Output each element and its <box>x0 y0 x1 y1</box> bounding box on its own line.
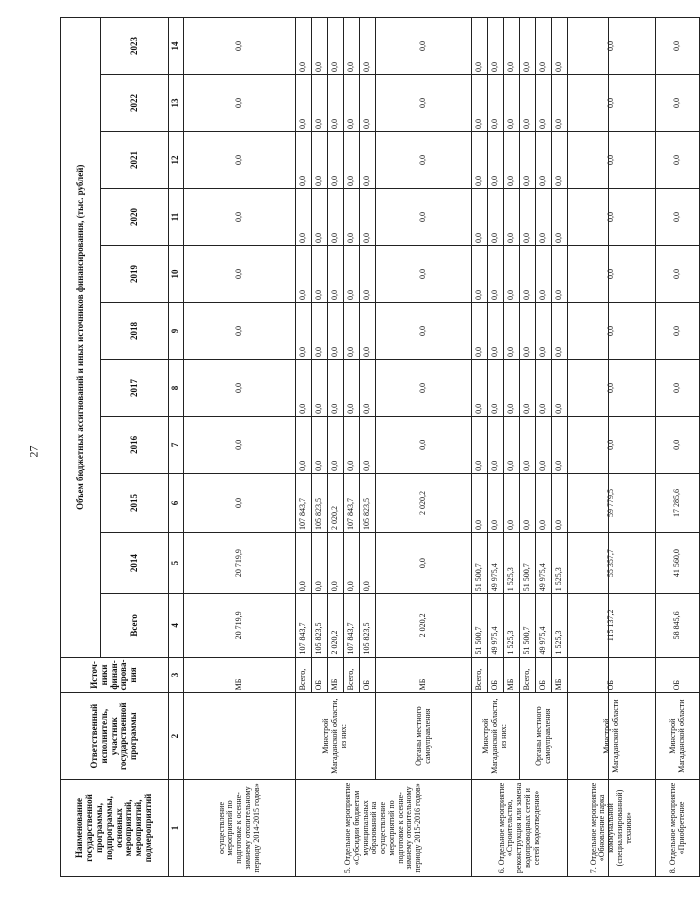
row-responsible <box>184 693 296 780</box>
row-value: 0,0 <box>184 473 296 532</box>
row-value: 0,0 <box>376 533 472 594</box>
row-value: 0,0 <box>504 302 520 359</box>
row-value: 0,0 <box>488 416 504 473</box>
page-number: 27 <box>26 445 41 458</box>
row-value: 0,0 <box>472 132 488 189</box>
table-bottom-rule <box>608 17 612 877</box>
row-value: 20 719,9 <box>184 533 296 594</box>
row-name: 5. Отдельное мероприятие «Субсидии бюджетам муниципальных образований на осуществление мероприятий по подготовке к осенне-зимнему отопительному периоду 2015-2016 годов» <box>296 779 472 876</box>
row-value: 0,0 <box>656 245 700 302</box>
row-value: 0,0 <box>472 473 488 532</box>
row-value: 0,0 <box>656 416 700 473</box>
row-value: 51 500,7 <box>520 594 536 657</box>
row-value: 2 020,2 <box>376 594 472 657</box>
row-value: 0,0 <box>552 132 568 189</box>
header-year: Всего <box>101 594 169 657</box>
row-value: 0,0 <box>504 245 520 302</box>
row-value: 0,0 <box>344 132 360 189</box>
header-year: 2015 <box>101 473 169 532</box>
row-value: 0,0 <box>296 245 312 302</box>
column-number: 13 <box>169 75 184 132</box>
row-value: 0,0 <box>328 18 344 75</box>
row-source: Всего, <box>296 657 312 693</box>
row-value: 0,0 <box>296 132 312 189</box>
table-row <box>520 18 536 877</box>
row-value: 0,0 <box>504 188 520 245</box>
row-source: ОБ <box>360 657 376 693</box>
row-value: 0,0 <box>344 245 360 302</box>
row-value: 0,0 <box>520 302 536 359</box>
table-row <box>472 18 488 877</box>
row-value: 0,0 <box>552 245 568 302</box>
table-row <box>296 18 312 877</box>
row-value: 0,0 <box>184 188 296 245</box>
row-value: 0,0 <box>552 18 568 75</box>
row-value: 0,0 <box>344 302 360 359</box>
row-value: 0,0 <box>472 75 488 132</box>
row-value: 0,0 <box>328 188 344 245</box>
row-value: 0,0 <box>328 533 344 594</box>
row-value: 0,0 <box>472 359 488 416</box>
header-year: 2021 <box>101 132 169 189</box>
row-value: 0,0 <box>376 302 472 359</box>
row-value: 0,0 <box>344 359 360 416</box>
row-value: 0,0 <box>472 302 488 359</box>
column-number: 9 <box>169 302 184 359</box>
row-value: 0,0 <box>568 302 656 359</box>
column-number: 3 <box>169 657 184 693</box>
row-value: 0,0 <box>520 416 536 473</box>
row-name: 7. Отдельное мероприятие «Обновление парка коммунальной (специализированной) техники» <box>568 779 656 876</box>
header-funding: Объем бюджетных ассигнований и иных источников финансирования, (тыс. рублей) <box>61 18 101 658</box>
row-value: 0,0 <box>184 302 296 359</box>
row-value: 0,0 <box>488 75 504 132</box>
row-value: 0,0 <box>360 188 376 245</box>
row-value: 0,0 <box>376 75 472 132</box>
row-value: 0,0 <box>536 188 552 245</box>
row-responsible: Минстрой Магаданской области <box>568 693 656 780</box>
column-number: 12 <box>169 132 184 189</box>
column-number: 10 <box>169 245 184 302</box>
row-value: 105 823,5 <box>312 473 328 532</box>
row-value: 0,0 <box>296 18 312 75</box>
funding-table <box>60 17 700 877</box>
row-value: 0,0 <box>360 416 376 473</box>
row-value: 0,0 <box>312 245 328 302</box>
row-value: 0,0 <box>184 359 296 416</box>
table-row <box>376 18 472 877</box>
row-value: 0,0 <box>536 75 552 132</box>
row-value: 0,0 <box>296 416 312 473</box>
row-value: 0,0 <box>376 416 472 473</box>
row-value: 0,0 <box>312 75 328 132</box>
row-value: 0,0 <box>376 188 472 245</box>
row-value: 1 525,3 <box>552 594 568 657</box>
row-value: 0,0 <box>504 473 520 532</box>
row-value: 0,0 <box>360 533 376 594</box>
row-value: 0,0 <box>472 188 488 245</box>
row-value: 0,0 <box>312 18 328 75</box>
row-responsible: Минстрой Магаданской области <box>656 693 700 780</box>
row-value: 0,0 <box>520 18 536 75</box>
table-row <box>656 18 700 877</box>
row-value: 0,0 <box>328 359 344 416</box>
row-value: 0,0 <box>552 188 568 245</box>
header-year: 2018 <box>101 302 169 359</box>
row-value: 0,0 <box>184 18 296 75</box>
column-number: 8 <box>169 359 184 416</box>
row-value: 0,0 <box>344 416 360 473</box>
column-number: 11 <box>169 188 184 245</box>
row-value: 0,0 <box>344 533 360 594</box>
row-value: 0,0 <box>656 18 700 75</box>
row-source: МБ <box>328 657 344 693</box>
row-source: ОБ <box>568 657 656 693</box>
row-source: МБ <box>552 657 568 693</box>
header-year: 2014 <box>101 533 169 594</box>
row-value: 58 845,6 <box>656 594 700 657</box>
row-value: 0,0 <box>520 132 536 189</box>
row-value: 0,0 <box>344 188 360 245</box>
row-value: 0,0 <box>504 18 520 75</box>
row-value: 0,0 <box>504 416 520 473</box>
row-responsible: Минстрой Магаданской области, из них: <box>296 693 376 780</box>
row-value: 0,0 <box>568 75 656 132</box>
row-value: 1 525,3 <box>504 594 520 657</box>
row-value: 0,0 <box>656 359 700 416</box>
row-responsible: Минстрой Магаданской области, из них: <box>472 693 520 780</box>
row-value: 0,0 <box>312 359 328 416</box>
row-value: 0,0 <box>536 132 552 189</box>
header-year: 2020 <box>101 188 169 245</box>
row-value: 0,0 <box>296 302 312 359</box>
row-value: 49 975,4 <box>536 533 552 594</box>
header-year: 2019 <box>101 245 169 302</box>
row-value: 0,0 <box>488 245 504 302</box>
row-value: 0,0 <box>504 359 520 416</box>
header-name: Наименование государственной программы, подпрограммы, основных мероприятий, мероприятий, подмероприятий <box>61 779 169 876</box>
row-value: 1 525,3 <box>504 533 520 594</box>
header-year: 2023 <box>101 18 169 75</box>
row-value: 0,0 <box>520 75 536 132</box>
row-value: 0,0 <box>536 18 552 75</box>
row-value: 107 843,7 <box>296 473 312 532</box>
row-value: 105 823,5 <box>312 594 328 657</box>
row-value: 49 975,4 <box>536 594 552 657</box>
row-value: 2 020,2 <box>328 473 344 532</box>
row-value: 0,0 <box>488 359 504 416</box>
row-value: 0,0 <box>360 75 376 132</box>
row-source: ОБ <box>656 657 700 693</box>
row-value: 0,0 <box>568 18 656 75</box>
row-value: 0,0 <box>536 359 552 416</box>
row-value: 0,0 <box>184 416 296 473</box>
row-source: Всего, <box>344 657 360 693</box>
row-value: 107 843,7 <box>344 594 360 657</box>
row-value: 0,0 <box>552 416 568 473</box>
row-value: 0,0 <box>360 18 376 75</box>
row-value: 0,0 <box>184 132 296 189</box>
row-value: 0,0 <box>360 359 376 416</box>
row-value: 20 719,9 <box>184 594 296 657</box>
row-value: 0,0 <box>520 188 536 245</box>
row-value: 0,0 <box>344 18 360 75</box>
row-value: 0,0 <box>312 188 328 245</box>
row-value: 0,0 <box>472 18 488 75</box>
row-source: МБ <box>184 657 296 693</box>
row-source: ОБ <box>488 657 504 693</box>
table-row <box>184 18 296 877</box>
header-year: 2022 <box>101 75 169 132</box>
row-value: 51 500,7 <box>520 533 536 594</box>
row-value: 0,0 <box>184 245 296 302</box>
row-value: 0,0 <box>656 132 700 189</box>
row-value: 0,0 <box>488 132 504 189</box>
rotated-table-wrapper <box>60 17 686 877</box>
row-value: 105 823,5 <box>360 473 376 532</box>
row-name: 6. Отдельное мероприятие «Строительство, реконструкция или замена водопроводных сетей и сетей водоотведения» <box>472 779 568 876</box>
header-source: Источ-ники финан-сирова-ния <box>61 657 169 693</box>
row-value: 0,0 <box>520 245 536 302</box>
row-value: 1 525,3 <box>552 533 568 594</box>
row-value: 51 500,7 <box>472 594 488 657</box>
row-value: 0,0 <box>360 245 376 302</box>
row-value: 0,0 <box>504 132 520 189</box>
row-value: 107 843,7 <box>344 473 360 532</box>
row-value: 0,0 <box>656 188 700 245</box>
column-number: 1 <box>169 779 184 876</box>
row-value: 115 137,2 <box>568 594 656 657</box>
row-value: 2 020,2 <box>376 473 472 532</box>
row-value: 0,0 <box>296 533 312 594</box>
row-value: 0,0 <box>568 416 656 473</box>
row-value: 49 975,4 <box>488 533 504 594</box>
row-value: 59 779,5 <box>568 473 656 532</box>
row-value: 0,0 <box>328 302 344 359</box>
row-value: 0,0 <box>536 302 552 359</box>
row-value: 0,0 <box>552 75 568 132</box>
row-value: 0,0 <box>552 302 568 359</box>
row-value: 0,0 <box>488 188 504 245</box>
row-value: 0,0 <box>312 132 328 189</box>
row-value: 0,0 <box>568 188 656 245</box>
row-value: 0,0 <box>376 18 472 75</box>
row-value: 2 020,2 <box>328 594 344 657</box>
row-value: 0,0 <box>312 302 328 359</box>
row-value: 55 357,7 <box>568 533 656 594</box>
row-responsible: Органы местного самоуправления <box>376 693 472 780</box>
row-value: 0,0 <box>520 473 536 532</box>
row-value: 0,0 <box>360 132 376 189</box>
row-value: 0,0 <box>376 245 472 302</box>
row-value: 0,0 <box>296 188 312 245</box>
row-value: 0,0 <box>360 302 376 359</box>
row-value: 0,0 <box>488 473 504 532</box>
row-value: 0,0 <box>656 302 700 359</box>
row-value: 0,0 <box>296 359 312 416</box>
row-source: Всего, <box>472 657 488 693</box>
row-value: 0,0 <box>472 416 488 473</box>
row-value: 41 560,0 <box>656 533 700 594</box>
row-source: ОБ <box>536 657 552 693</box>
row-value: 0,0 <box>376 132 472 189</box>
row-value: 0,0 <box>568 245 656 302</box>
row-value: 49 975,4 <box>488 594 504 657</box>
row-value: 0,0 <box>328 75 344 132</box>
row-name: осуществление мероприятий по подготовке к осенне-зимнему отопительному периоду 2014-2015 годов» <box>184 779 296 876</box>
row-value: 105 823,5 <box>360 594 376 657</box>
row-value: 0,0 <box>536 473 552 532</box>
row-value: 0,0 <box>568 359 656 416</box>
row-value: 0,0 <box>504 75 520 132</box>
row-value: 0,0 <box>656 75 700 132</box>
row-value: 0,0 <box>296 75 312 132</box>
column-number: 6 <box>169 473 184 532</box>
header-year: 2017 <box>101 359 169 416</box>
column-number: 14 <box>169 18 184 75</box>
row-source: МБ <box>376 657 472 693</box>
column-number: 2 <box>169 693 184 780</box>
row-value: 0,0 <box>184 75 296 132</box>
row-responsible: Органы местного самоуправления <box>520 693 568 780</box>
row-value: 0,0 <box>328 245 344 302</box>
row-value: 0,0 <box>552 473 568 532</box>
row-source: ОБ <box>312 657 328 693</box>
column-number: 4 <box>169 594 184 657</box>
row-value: 17 285,6 <box>656 473 700 532</box>
header-responsible: Ответственный исполнитель, участник государственной программы <box>61 693 169 780</box>
row-value: 0,0 <box>536 245 552 302</box>
row-value: 0,0 <box>328 132 344 189</box>
row-value: 51 500,7 <box>472 533 488 594</box>
row-value: 0,0 <box>520 359 536 416</box>
row-value: 0,0 <box>488 18 504 75</box>
row-value: 0,0 <box>312 416 328 473</box>
column-number: 5 <box>169 533 184 594</box>
row-value: 0,0 <box>488 302 504 359</box>
row-value: 0,0 <box>536 416 552 473</box>
column-number: 7 <box>169 416 184 473</box>
row-name: 8. Отдельное мероприятие «Приобретение <box>656 779 700 876</box>
row-value: 0,0 <box>568 132 656 189</box>
row-value: 107 843,7 <box>296 594 312 657</box>
row-source: Всего, <box>520 657 536 693</box>
row-value: 0,0 <box>472 245 488 302</box>
row-source: МБ <box>504 657 520 693</box>
row-value: 0,0 <box>552 359 568 416</box>
row-value: 0,0 <box>376 359 472 416</box>
row-value: 0,0 <box>312 533 328 594</box>
row-value: 0,0 <box>328 416 344 473</box>
row-value: 0,0 <box>344 75 360 132</box>
header-year: 2016 <box>101 416 169 473</box>
